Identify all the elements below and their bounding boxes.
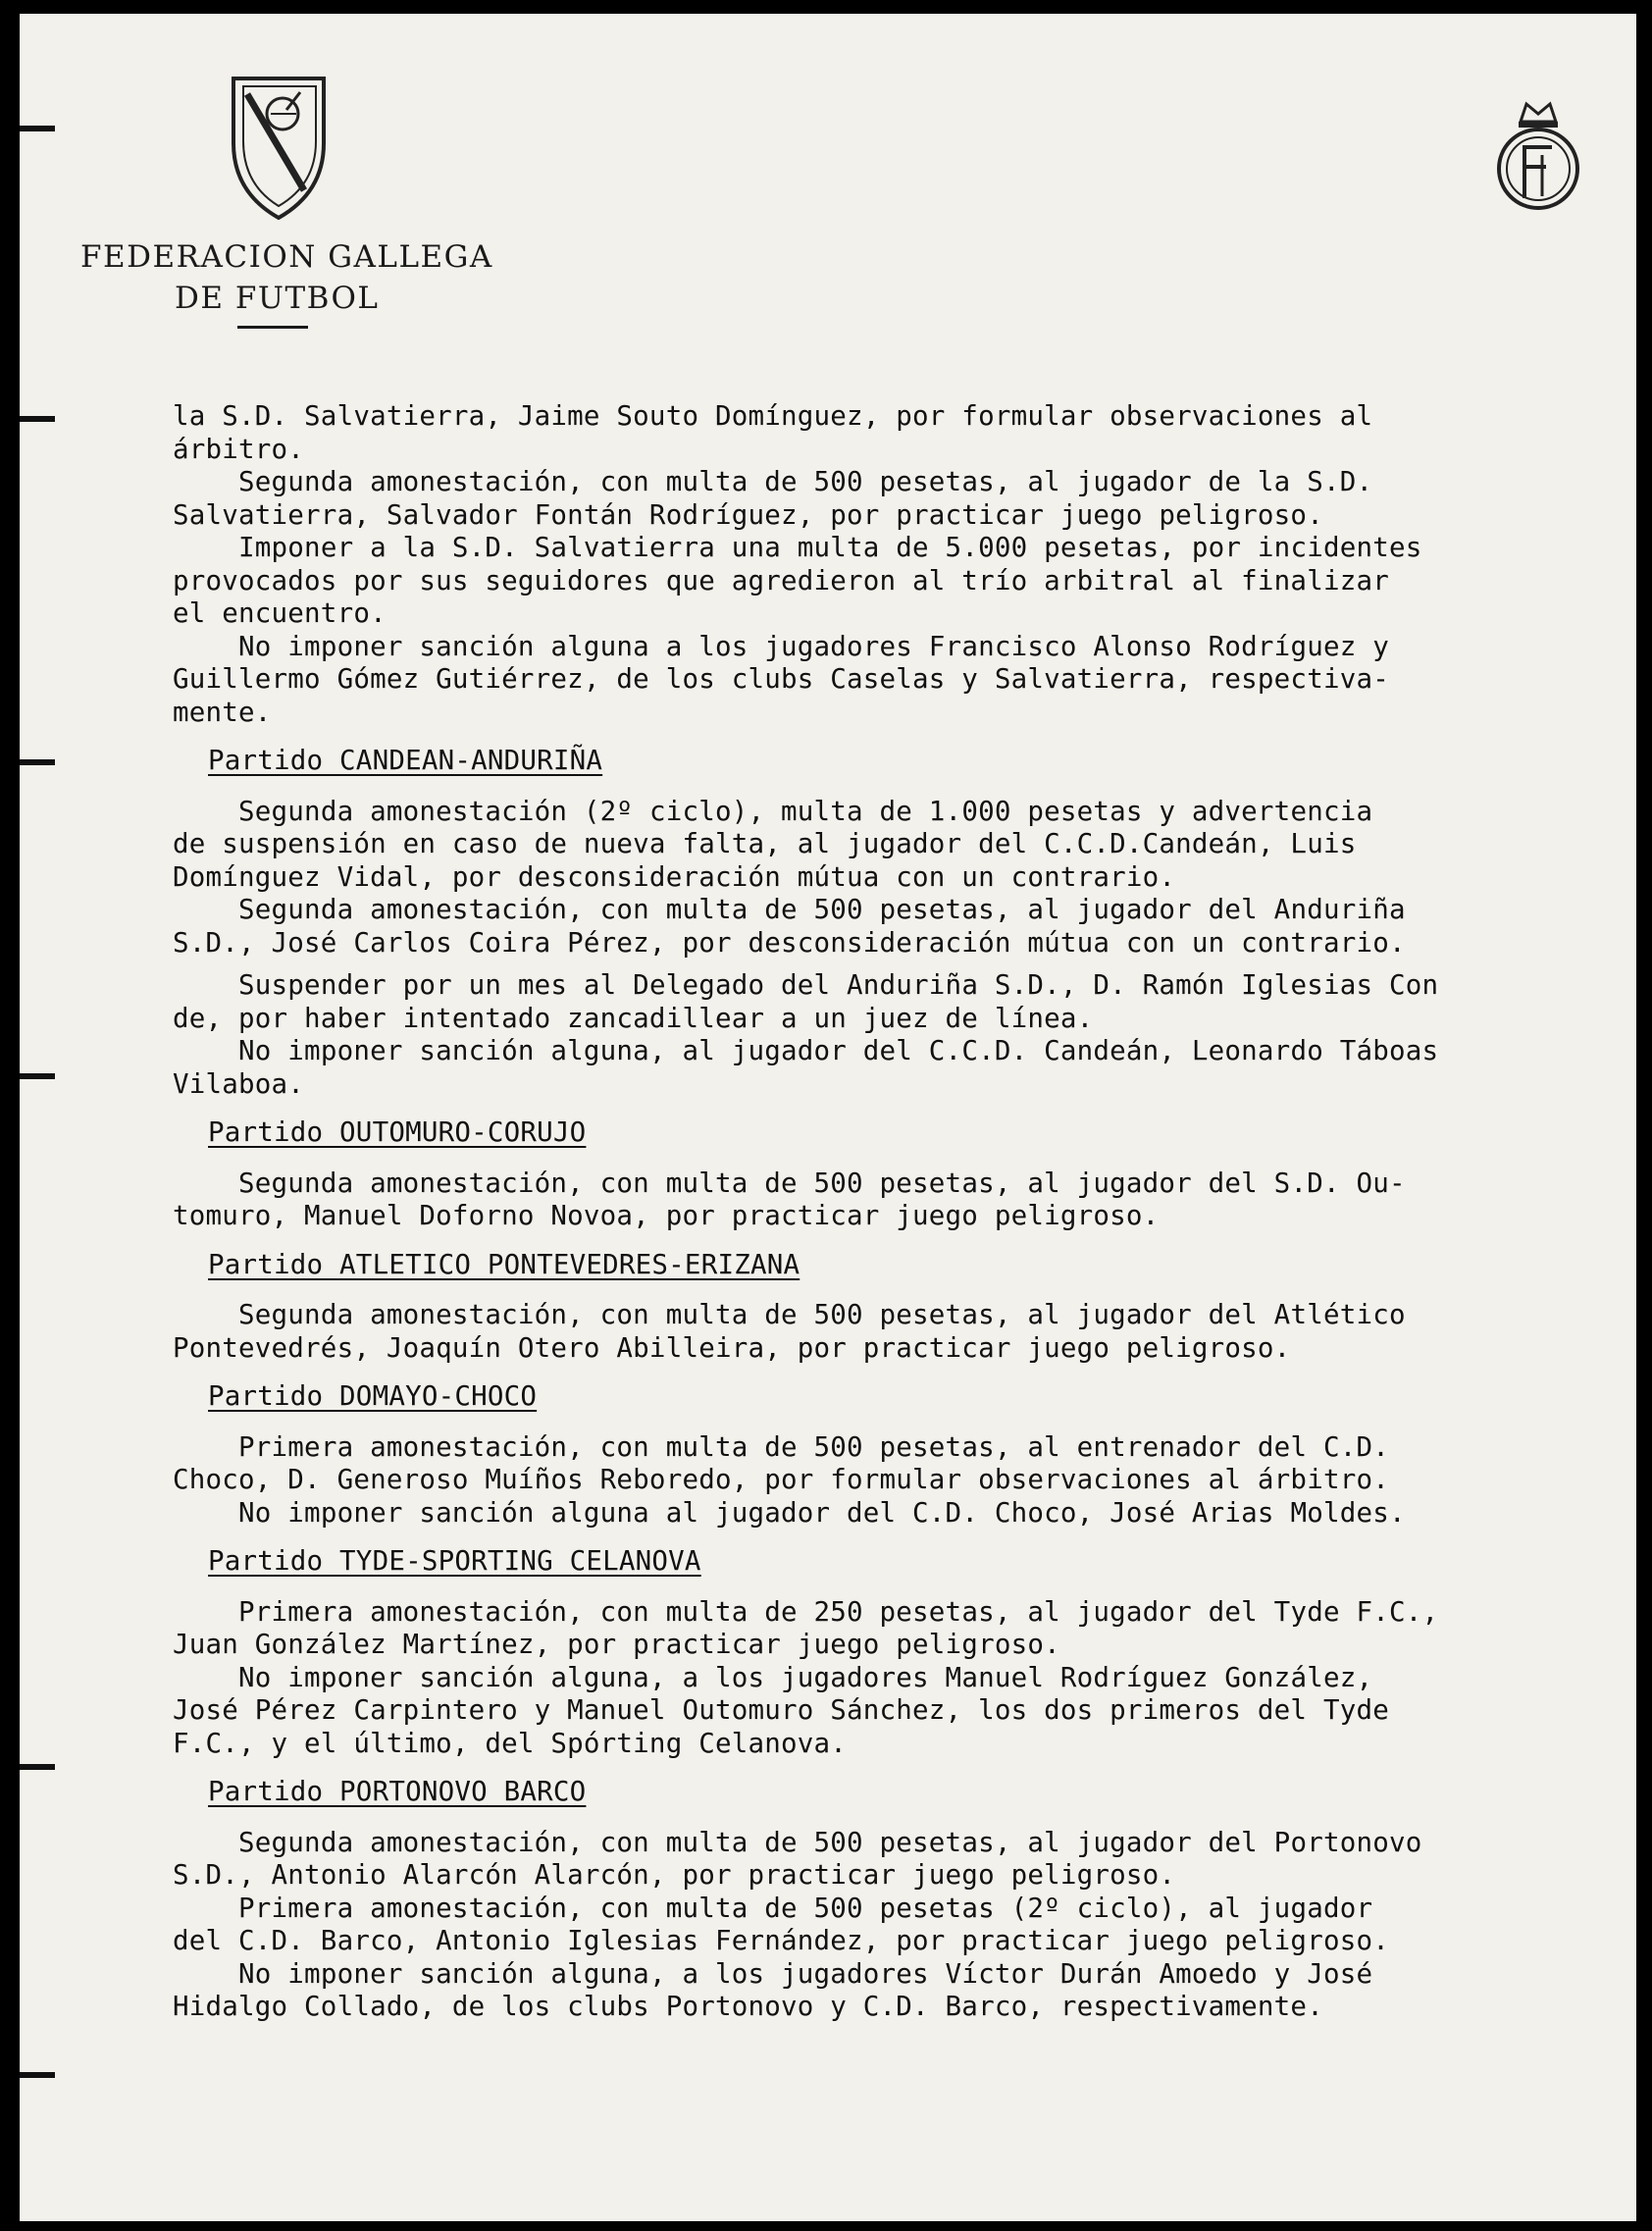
- match-section: [173, 1545, 1630, 1579]
- match-heading: Partido DOMAYO-CHOCO: [208, 1380, 538, 1412]
- body-paragraph: No imponer sanción alguna, a los jugadores Manuel Rodríguez González, José Pérez Carpintero y Manuel Outomuro Sánchez, los dos primeros del Tyde F.C., y el último, del Spórting Celanova.: [173, 1661, 1389, 1759]
- match-section: [173, 1380, 1630, 1414]
- match-section: [173, 745, 1630, 778]
- match-heading: Partido CANDEAN-ANDURIÑA: [208, 745, 603, 776]
- match-section: [173, 1776, 1630, 1809]
- body-paragraph: la S.D. Salvatierra, Jaime Souto Domínguez, por formular observaciones al árbitro.: [173, 400, 1373, 465]
- punch-hole-mark: [20, 1073, 55, 1079]
- body-paragraph: Segunda amonestación, con multa de 500 pesetas, al jugador del S.D. Ou- tomuro, Manuel Doforno Novoa, por practicar juego peligroso.: [173, 1167, 1406, 1231]
- punch-hole-mark: [20, 1764, 55, 1770]
- document-page: [20, 14, 1636, 2221]
- match-heading: Partido TYDE-SPORTING CELANOVA: [208, 1545, 701, 1577]
- match-section: [173, 1249, 1630, 1282]
- match-heading: Partido PORTONOVO_BARCO: [208, 1776, 587, 1807]
- punch-hole-mark: [20, 759, 55, 765]
- match-heading: Partido OUTOMURO-CORUJO: [208, 1116, 587, 1148]
- letterhead-title: FEDERACION GALLEGA: [80, 239, 493, 275]
- body-paragraph: No imponer sanción alguna a los jugadores Francisco Alonso Rodríguez y Guillermo Gómez Gutiérrez, de los clubs Caselas y Salvatierra, respectiva- mente.: [173, 630, 1389, 728]
- body-paragraph: Segunda amonestación, con multa de 500 pesetas, al jugador de la S.D. Salvatierra, Salvador Fontán Rodríguez, por practicar juego peligroso.: [173, 466, 1373, 531]
- document-body: [173, 400, 1630, 2024]
- body-paragraph: No imponer sanción alguna al jugador del C.D. Choco, José Arias Moldes.: [173, 1496, 1406, 1529]
- body-paragraph: Segunda amonestación, con multa de 500 pesetas, al jugador del Anduriña S.D., José Carlos Coira Pérez, por desconsideración mútua con un contrario.: [173, 894, 1406, 959]
- match-section: [173, 1116, 1630, 1150]
- body-paragraph: Imponer a la S.D. Salvatierra una multa de 5.000 pesetas, por incidentes provocados por sus seguidores que agredieron al trío arbitral al finalizar el encuentro.: [173, 532, 1422, 629]
- rfef-crest-logo: [1491, 96, 1585, 216]
- body-paragraph: Segunda amonestación (2º ciclo), multa de 1.000 pesetas y advertencia de suspensión en caso de nueva falta, al jugador del C.C.D.Candeán, Luis Domínguez Vidal, por desconsideración mútua con un contrario.: [173, 795, 1373, 893]
- punch-hole-mark: [20, 126, 55, 131]
- letterhead-subtitle: DE FUTBOL: [175, 281, 380, 316]
- punch-hole-mark: [20, 2072, 55, 2078]
- body-paragraph: Primera amonestación, con multa de 500 pesetas, al entrenador del C.D. Choco, D. Generoso Muíños Reboredo, por formular observaciones al árbitro.: [173, 1430, 1389, 1495]
- letterhead-rule: [237, 326, 308, 329]
- body-paragraph: Primera amonestación, con multa de 500 pesetas (2º ciclo), al jugador del C.D. Barco, Antonio Iglesias Fernández, por practicar juego peligroso.: [173, 1892, 1389, 1956]
- punch-hole-mark: [20, 416, 55, 422]
- body-paragraph: Segunda amonestación, con multa de 500 pesetas, al jugador del Portonovo S.D., Antonio Alarcón Alarcón, por practicar juego peligroso.: [173, 1826, 1422, 1891]
- body-paragraph: Suspender por un mes al Delegado del Anduriña S.D., D. Ramón Iglesias Con de, por haber intentado zancadillear a un juez de línea.: [173, 969, 1439, 1034]
- match-heading: Partido ATLETICO PONTEVEDRES-ERIZANA: [208, 1248, 800, 1280]
- body-paragraph: Primera amonestación, con multa de 250 pesetas, al jugador del Tyde F.C., Juan González Martínez, por practicar juego peligroso.: [173, 1595, 1439, 1660]
- body-paragraph: Segunda amonestación, con multa de 500 pesetas, al jugador del Atlético Pontevedrés, Joaquín Otero Abilleira, por practicar juego peligroso.: [173, 1299, 1406, 1364]
- body-paragraph: No imponer sanción alguna, al jugador del C.C.D. Candeán, Leonardo Táboas Vilaboa.: [173, 1035, 1439, 1100]
- federation-shield-logo: [228, 75, 330, 222]
- body-paragraph: No imponer sanción alguna, a los jugadores Víctor Durán Amoedo y José Hidalgo Collado, de los clubs Portonovo y C.D. Barco, respectivamente.: [173, 1957, 1373, 2022]
